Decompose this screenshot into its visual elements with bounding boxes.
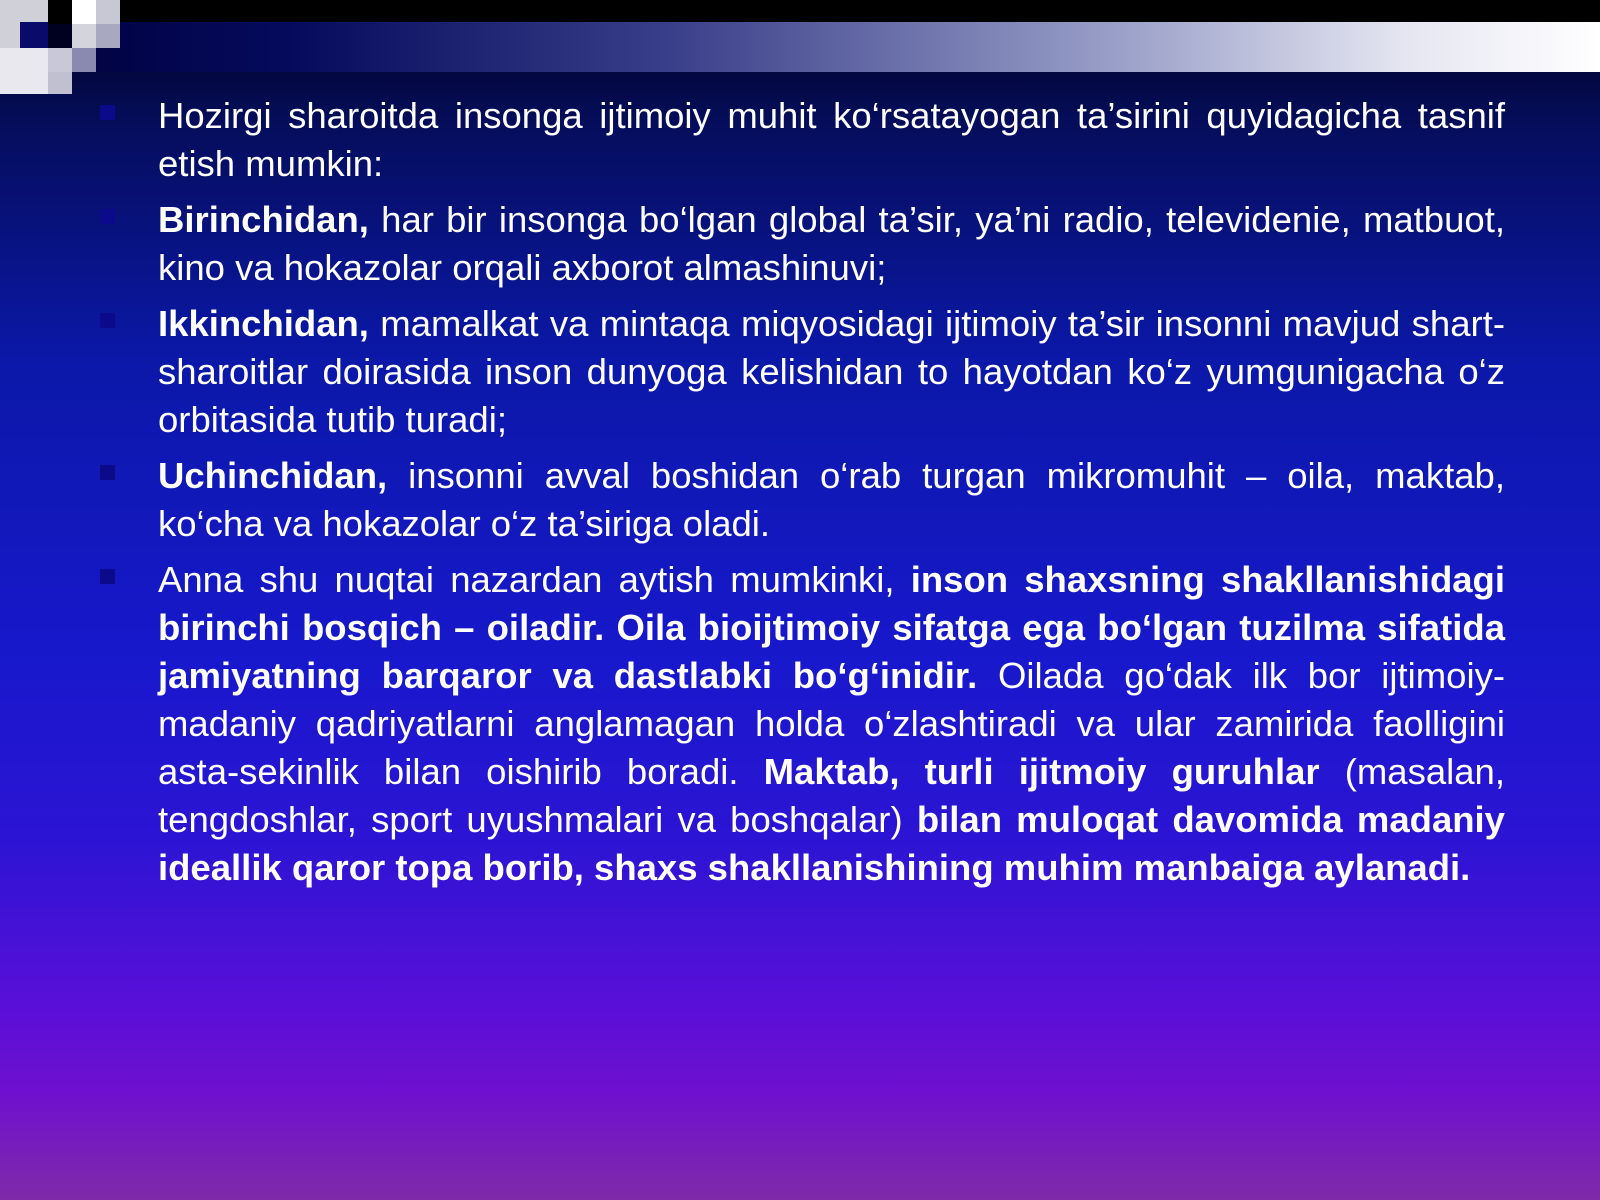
- text-run: Anna shu nuqtai nazardan aytish mumkinki,: [158, 559, 911, 600]
- list-item: [100, 452, 1505, 548]
- bold-text-run: inson shaxsning shakllanishidagi birinchi bosqich – oiladir. Oila bioijtimoiy sifatga ega bo‘lgan tuzilma sifatida jamiyatning barqaror va dastlabki bo‘g‘inidir.: [158, 559, 1505, 696]
- list-item-text: [158, 455, 1505, 544]
- list-item-text: [158, 199, 1505, 288]
- text-run: Hozirgi sharoitda insonga ijtimoiy muhit ko‘rsatayogan ta’sirini quyidagicha tasnif etish mumkin:: [158, 95, 1505, 184]
- bold-text-run: Birinchidan,: [158, 199, 369, 240]
- title-bar: [0, 22, 1600, 72]
- list-item-text: [158, 303, 1505, 440]
- text-run: har bir insonga bo‘lgan global ta’sir, ya’ni radio, televidenie, matbuot, kino va hokazolar orqali axborot almashinuvi;: [158, 199, 1505, 288]
- bullet-marker: [100, 465, 115, 480]
- decorative-squares-logo: [0, 0, 120, 95]
- bullet-marker: [100, 313, 115, 328]
- bullet-marker: [100, 209, 115, 224]
- list-item: [100, 92, 1505, 188]
- list-item-text: [158, 559, 1505, 888]
- bold-text-run: bilan muloqat davomida madaniy ideallik qaror topa borib, shaxs shakllanishining muhim manbaiga aylanadi.: [158, 799, 1505, 888]
- text-run: Oilada go‘dak ilk bor ijtimoiy-madaniy qadriyatlarni anglamagan holda o‘zlashtiradi va ular zamirida faolligini asta-sekinlik bilan oishirib boradi.: [158, 655, 1505, 792]
- bullet-marker: [100, 569, 115, 584]
- list-item-text: [158, 95, 1505, 184]
- top-band: [0, 0, 1600, 22]
- text-run: (masalan, tengdoshlar, sport uyushmalari va boshqalar): [158, 751, 1505, 840]
- bold-text-run: Maktab, turli ijitmoiy guruhlar: [763, 751, 1320, 792]
- bold-text-run: Uchinchidan,: [158, 455, 388, 496]
- text-run: insonni avval boshidan o‘rab turgan mikromuhit – oila, maktab, ko‘cha va hokazolar o‘z ta’siriga oladi.: [158, 455, 1505, 544]
- list-item: [100, 300, 1505, 444]
- list-item: [100, 556, 1505, 892]
- bold-text-run: Ikkinchidan,: [158, 303, 369, 344]
- list-item: [100, 196, 1505, 292]
- bullet-marker: [100, 105, 115, 120]
- bullet-list: [100, 92, 1505, 900]
- text-run: mamalkat va mintaqa miqyosidagi ijtimoiy ta’sir insonni mavjud shart-sharoitlar doirasida inson dunyoga kelishidan to hayotdan ko‘z yumgunigacha o‘z orbitasida tutib turadi;: [158, 303, 1505, 440]
